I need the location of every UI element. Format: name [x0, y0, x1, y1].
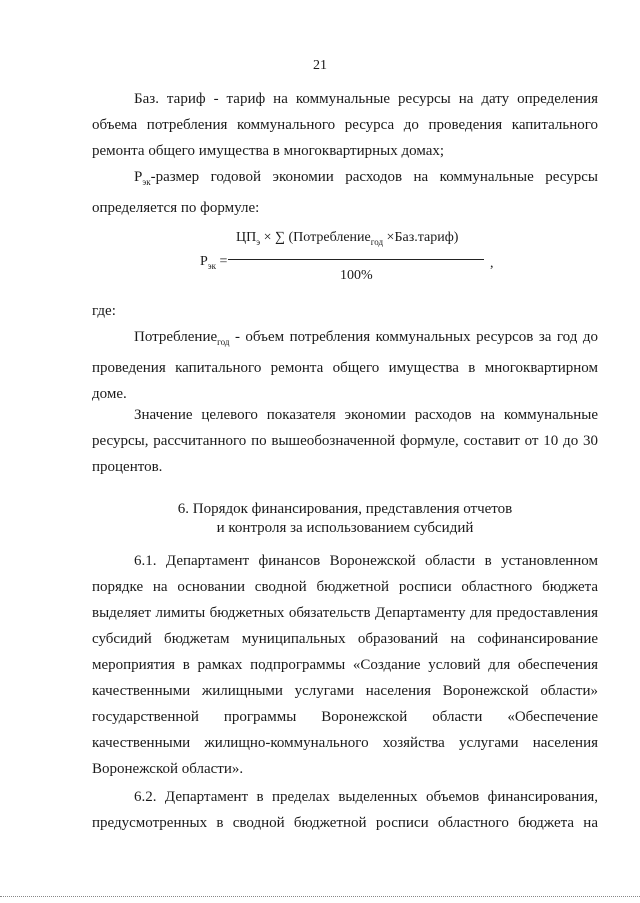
formula-base-tariff: ×Баз.тариф) — [386, 230, 459, 245]
paragraph-base-tariff: Баз. тариф - тариф на коммунальные ресурсы на дату определения объема потребления коммунального ресурса до проведения капитального ремонта общего имущества в многоквартирных домах; — [92, 91, 598, 159]
formula-consumption-subscript: год — [370, 236, 384, 247]
page-number: 21 — [313, 58, 327, 73]
savings-formula — [200, 230, 510, 286]
formula-equals: = — [219, 254, 228, 269]
symbol-r: Р — [134, 169, 143, 185]
formula-comma: , — [490, 256, 494, 271]
formula-lhs-subscript: эк — [207, 260, 217, 271]
paragraph-savings-definition — [92, 164, 598, 221]
where-label: где: — [92, 303, 116, 319]
consumption-word: Потребление — [134, 329, 218, 345]
page-bottom-edge — [0, 896, 640, 897]
paragraph-6-2: 6.2. Департамент в пределах выделенных объемов финансирования, предусмотренных в сводной бюджетной росписи областного бюджета на — [92, 789, 598, 831]
section-heading-line-1: 6. Порядок финансирования, представления отчетов — [177, 501, 513, 517]
paragraph-consumption-definition — [92, 324, 598, 407]
formula-cp: ЦП — [236, 230, 257, 245]
paragraph-savings-text: -размер годовой экономии расходов на коммунальные ресурсы определяется по формуле: — [92, 169, 598, 216]
formula-sum-consumption: × ∑ (Потребление — [263, 230, 371, 245]
formula-denominator: 100% — [340, 268, 373, 283]
section-heading-line-2: и контроля за использованием субсидий — [216, 520, 474, 536]
consumption-subscript: год — [217, 337, 230, 347]
formula-lhs — [200, 254, 227, 271]
paragraph-target-indicator: Значение целевого показателя экономии расходов на коммунальные ресурсы, рассчитанного по вышеобозначенной формуле, составит от 10 до 30 процентов. — [92, 407, 598, 475]
paragraph-6-1: 6.1. Департамент финансов Воронежской области в установленном порядке на основании сводной бюджетной росписи областного бюджета выделяет лимиты бюджетных обязательств Департаменту для предоставления субсидий бюджетам муниципальных образований на софинансирование мероприятия в рамках подпрограммы «Создание условий для обеспечения качественными жилищными услугами населения Воронежской области» государственной программы Воронежской области «Обеспечение качественными жилищно-коммунального хозяйства услугами населения Воронежской области». — [92, 553, 598, 777]
formula-lhs-symbol: Р — [200, 254, 208, 269]
formula-cp-subscript: э — [256, 236, 261, 247]
symbol-r-subscript: эк — [142, 177, 151, 187]
formula-numerator — [236, 230, 458, 247]
fraction-bar — [228, 259, 484, 260]
consumption-text: - объем потребления коммунальных ресурсов за год до проведения капитального ремонта общего имущества в многоквартирном доме. — [92, 329, 598, 402]
